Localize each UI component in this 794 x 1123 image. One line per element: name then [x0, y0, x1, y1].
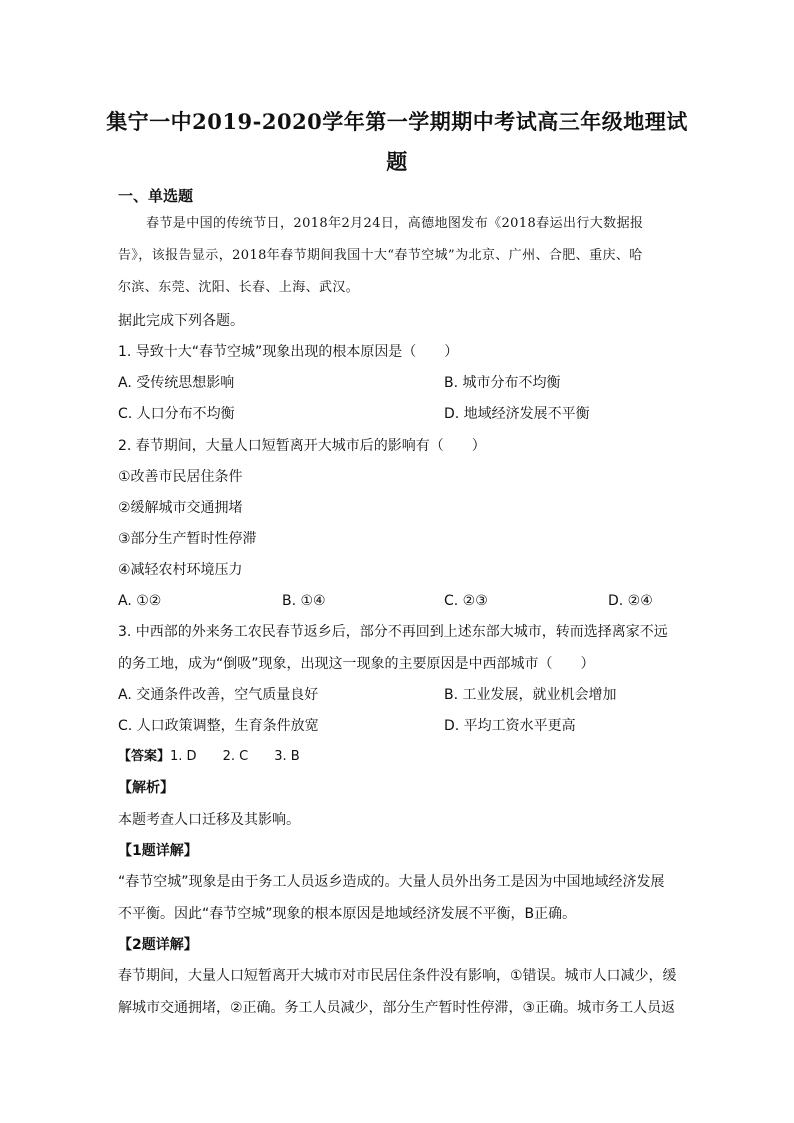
question-2-option-b: B. ①④: [282, 593, 326, 609]
question-2-item-1: ①改善市民居住条件: [118, 469, 243, 485]
question-2-option-d: D. ②④: [608, 593, 653, 609]
question-2-option-c: C. ②③: [444, 593, 488, 609]
detail-1-line-2: 不平衡。因此“春节空城”现象的根本原因是地域经济发展不平衡，B正确。: [118, 906, 577, 922]
question-2-item-2: ②缓解城市交通拥堵: [118, 500, 243, 516]
answer-row: [118, 747, 300, 767]
answer-1: 1. D: [170, 749, 197, 764]
question-3-stem-line-1: 3. 中西部的外来务工农民春节返乡后，部分不再回到上述东部大城市，转而选择离家不远: [118, 624, 668, 640]
passage-line-1: 春节是中国的传统节日，2018年2月24日，高德地图发布《2018春运出行大数据报: [146, 216, 644, 231]
section-heading: 一、单选题: [118, 187, 194, 205]
instruction-text: 据此完成下列各题。: [118, 313, 244, 329]
detail-1-line-1: “春节空城”现象是由于务工人员返乡造成的。大量人员外出务工是因为中国地域经济发展: [118, 874, 665, 890]
analysis-tag: 【解析】: [118, 780, 174, 796]
question-3-option-b: B. 工业发展，就业机会增加: [444, 687, 617, 703]
answer-tag: 【答案】: [118, 749, 171, 764]
question-2-item-3: ③部分生产暂时性停滞: [118, 531, 257, 547]
detail-2-line-2: 解城市交通拥堵，②正确。务工人员减少，部分生产暂时性停滞，③正确。城市务工人员返: [118, 1000, 676, 1016]
question-1-option-b: B. 城市分布不均衡: [444, 375, 561, 391]
question-3-option-a: A. 交通条件改善，空气质量良好: [118, 687, 319, 703]
page-title-line-2: 题: [386, 149, 408, 174]
question-1-option-c: C. 人口分布不均衡: [118, 406, 235, 422]
question-2-stem: 2. 春节期间，大量人口短暂离开大城市后的影响有（ ）: [118, 438, 486, 454]
detail-2-tag: 【2题详解】: [118, 937, 198, 953]
detail-2-line-1: 春节期间，大量人口短暂离开大城市对市民居住条件没有影响，①错误。城市人口减少，缓: [118, 968, 677, 984]
question-2-item-4: ④减轻农村环境压力: [118, 562, 243, 578]
page-title-line-1: 集宁一中2019-2020学年第一学期期中考试高三年级地理试: [106, 109, 688, 134]
question-1-option-d: D. 地域经济发展不平衡: [444, 406, 590, 422]
passage-line-3: 尔滨、东莞、沈阳、长春、上海、武汉。: [118, 280, 360, 295]
passage-line-2: 告》，该报告显示，2018年春节期间我国十大“春节空城”为北京、广州、合肥、重庆、哈: [118, 248, 643, 263]
analysis-intro: 本题考查人口迁移及其影响。: [118, 812, 300, 828]
answer-3: 3. B: [274, 749, 300, 764]
question-1-stem: 1. 导致十大“春节空城”现象出现的根本原因是（ ）: [118, 344, 459, 360]
answer-2: 2. C: [222, 749, 249, 764]
question-3-option-d: D. 平均工资水平更高: [444, 718, 576, 734]
detail-1-tag: 【1题详解】: [118, 843, 198, 859]
question-3-stem-line-2: 的务工地，成为“倒吸”现象，出现这一现象的主要原因是中西部城市（ ）: [118, 656, 595, 672]
question-2-option-a: A. ①②: [118, 593, 162, 609]
question-1-option-a: A. 受传统思想影响: [118, 375, 235, 391]
question-3-option-c: C. 人口政策调整，生育条件放宽: [118, 718, 319, 734]
